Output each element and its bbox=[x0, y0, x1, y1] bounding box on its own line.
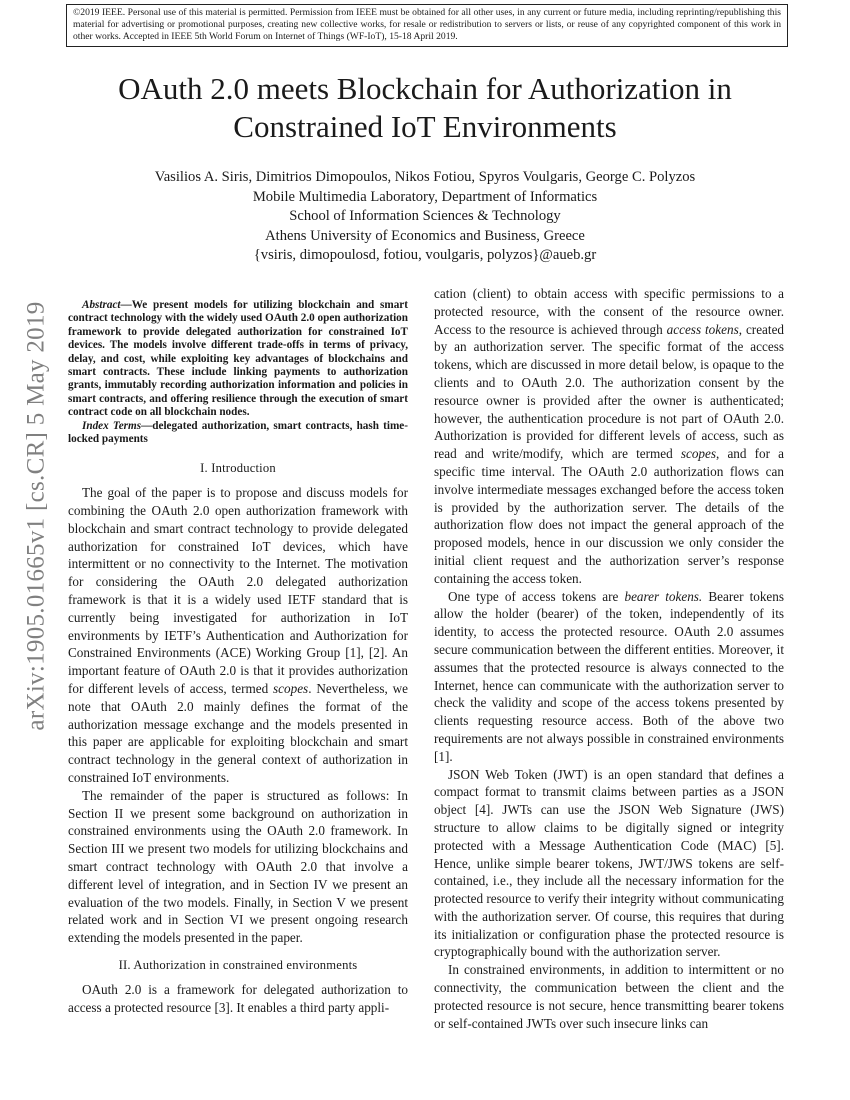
index-terms bbox=[68, 420, 408, 447]
right-p1-text-b: , created by an authorization server. The specific format of the access tokens, which are discussed in more detail below, is opaque to the clients and to OAuth 2.0. The authorization consent by the resource owner is provided after the owner is authenticated; however, the authentication procedure is not part of OAuth 2.0. Authorization is provided for different levels of access, such as read and write/modify, which are termed bbox=[434, 321, 785, 462]
author-lab: Mobile Multimedia Laboratory, Department of Informatics bbox=[252, 188, 598, 205]
abstract bbox=[68, 299, 408, 420]
right-paragraph-3: JSON Web Token (JWT) is an open standard that defines a compact format to transmit claims between parties as a JSON object [4]. JWTs can use the JSON Web Signature (JWS) structure to allow claims to be digitally signed or integrity protected with a Message Authentication Code (MAC) [5]. Hence, unlike simple bearer tokens, JWT/JWS tokens are self-contained, i.e., they include all the necessary information for the protected resource to verify their integrity without communicating with the authorization server. Of course, this requires that during its initialization or configuration phase the protected resource is cryptographically bound with the authorization server. bbox=[434, 766, 784, 960]
author-block bbox=[60, 168, 790, 266]
right-p1-text-a: cation (client) to obtain access with specific permissions to a protected resource, with the consent of the resource owner. Access to the resource is achieved through bbox=[434, 286, 784, 337]
right-p2-text-a: One type of access tokens are bbox=[448, 588, 625, 604]
left-column bbox=[68, 299, 408, 1016]
intro-p1-text-a: The goal of the paper is to propose and discuss models for combining the OAuth 2.0 open authorization framework with blockchain and smart contract technology to provide delegated authorization for constrained IoT devices, which have intermittent or no connectivity to the Internet. The motivation for considering the OAuth 2.0 delegated authorization framework is that it is a widely used IETF standard that is currently being investigated for authorization in IoT environments by IETF’s Authentication and Authorization for Constrained Environments (ACE) Working Group [1], [2]. An important feature of OAuth 2.0 is that it provides authorization for different levels of access, termed bbox=[68, 485, 408, 697]
abstract-label: Abstract bbox=[82, 299, 121, 311]
right-paragraph-4: In constrained environments, in addition to intermittent or no connectivity, the communication between the client and the protected resource is not secure, hence transmitting bearer tokens or self-contained JWTs over such insecure links can bbox=[434, 962, 784, 1031]
right-p1-emphasis-2: scopes bbox=[680, 446, 716, 462]
copyright-notice: ©2019 IEEE. Personal use of this material is permitted. Permission from IEEE must be obtained for all other uses, in any current or future media, including reprinting/republishing this material for advertising or promotional purposes, creating new collective works, for resale or redistribution to servers or lists, or reuse of any copyrighted component of this work in other works. Accepted in IEEE 5th World Forum on Internet of Things (WF-IoT), 15-18 April 2019. bbox=[66, 4, 788, 47]
right-paragraph-1 bbox=[434, 285, 784, 588]
right-paragraph-2 bbox=[434, 588, 784, 766]
arxiv-stamp-container bbox=[12, 300, 62, 732]
intro-paragraph-1 bbox=[68, 484, 408, 787]
right-p2-text-b: Bearer tokens allow the holder (bearer) of the token, independently of its identity, to access the protected resource. OAuth 2.0 assumes secure communication between the different entities. Moreover, it assumes that the protected resource is always connected to the Internet, hence can communicate with the authorization server to check the validity and scope of the access tokens presented by clients requesting resource access. Both of the above two requirements are not always possible in constrained environments [1]. bbox=[434, 588, 785, 764]
author-emails: {vsiris, dimopoulosd, fotiou, voulgaris, polyzos}@aueb.gr bbox=[253, 247, 597, 263]
author-university: Athens University of Economics and Business, Greece bbox=[265, 227, 585, 244]
right-p2-emphasis: bearer tokens. bbox=[624, 588, 703, 604]
intro-paragraph-2: The remainder of the paper is structured as follows: In Section II we present some background on authorization in constrained environments using the OAuth 2.0 framework. In Section III we present two models for utilizing blockchains and smart contract technology with OAuth 2.0 that involve a different level of integration, and in Section IV we present an evaluation of the two models. Finally, in Section V we present related work and in Section VI we present ongoing research extending the models presented in the paper. bbox=[68, 787, 408, 946]
intro-p1-text-b: . Nevertheless, we note that OAuth 2.0 mainly defines the format of the authorization message exchange and the models presented in this paper are applicable for exploiting blockchain and smart contract technology in the general context of authorization in constrained IoT environments. bbox=[68, 681, 408, 786]
intro-p1-emphasis: scopes bbox=[273, 681, 309, 697]
right-p1-emphasis-1: access tokens bbox=[666, 321, 739, 337]
paper-title: OAuth 2.0 meets Blockchain for Authorization in Constrained IoT Environments bbox=[118, 71, 732, 144]
arxiv-stamp: arXiv:1905.01665v1 [cs.CR] 5 May 2019 bbox=[23, 301, 50, 731]
author-names: Vasilios A. Siris, Dimitrios Dimopoulos, Nikos Fotiou, Spyros Voulgaris, George C. Polyzos bbox=[154, 169, 696, 185]
section-heading-introduction: I. Introduction bbox=[200, 461, 276, 476]
author-school: School of Information Sciences & Technology bbox=[289, 208, 561, 224]
section-heading-authorization: II. Authorization in constrained environments bbox=[118, 957, 358, 972]
index-terms-text: —delegated authorization, smart contracts, hash time-locked payments bbox=[68, 419, 408, 446]
section2-paragraph-1: OAuth 2.0 is a framework for delegated authorization to access a protected resource [3]. It enables a third party appli- bbox=[68, 981, 408, 1015]
right-p1-text-c: , and for a specific time interval. The OAuth 2.0 authorization flows can involve intermediate messages exchanged before the access token is provided by the authorization server. The details of the authorization flow does not impact the general approach of the proposed models, hence in our discussion we only consider the initial client request and the authorization server’s response containing the access token. bbox=[434, 446, 784, 586]
index-terms-label: Index Terms bbox=[82, 419, 142, 432]
right-column bbox=[434, 285, 784, 1032]
abstract-text: —We present models for utilizing blockchain and smart contract technology with the widely used OAuth 2.0 open authorization framework to provide delegated authorization for constrained IoT devices. The models involve different trade-offs in terms of privacy, delay, and cost, while exploiting key advantages of blockchains and smart contracts. These include linking payments to authorization grants, immutably recording authorization information and policies in smart contracts, and offering resilience through the execution of smart contract code on all blockchain nodes. bbox=[68, 299, 408, 419]
